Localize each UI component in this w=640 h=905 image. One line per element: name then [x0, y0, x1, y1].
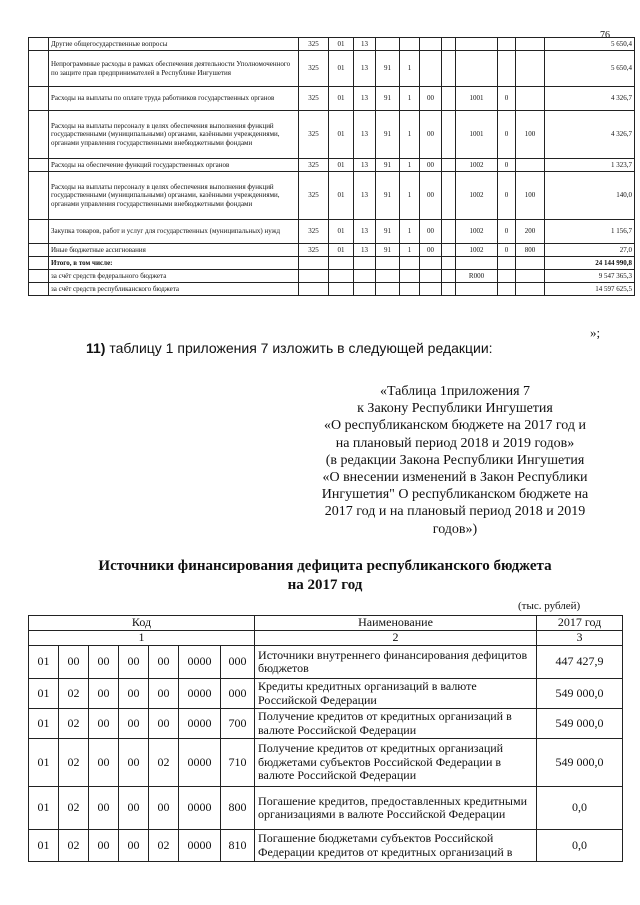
code-cell-vr — [516, 38, 545, 51]
source-name: Погашение бюджетами субъектов Российской Федерации кредитов от кредитных организаций в — [255, 830, 537, 862]
code-cell-pr — [354, 257, 376, 270]
paragraph-text: таблицу 1 приложения 7 изложить в следующей редакции: — [105, 340, 493, 356]
code-part: 00 — [119, 830, 149, 862]
page-number: 76 — [600, 30, 610, 41]
name-header: Наименование — [255, 616, 537, 631]
code-part: 00 — [89, 679, 119, 709]
source-name: Источники внутреннего финансирования дефицитов бюджетов — [255, 646, 537, 679]
source-row — [29, 646, 623, 679]
code-part: 00 — [119, 679, 149, 709]
code-part: 00 — [119, 646, 149, 679]
budget-row — [29, 111, 635, 159]
code-cell-c1 — [376, 283, 400, 296]
code-cell-c2: 1 — [400, 159, 420, 172]
code-part: 01 — [29, 679, 59, 709]
code-cell-c3 — [420, 257, 442, 270]
code-cell-pr: 13 — [354, 111, 376, 159]
code-cell-vr — [516, 270, 545, 283]
row-index-cell — [29, 244, 49, 257]
index-name: 2 — [255, 631, 537, 646]
code-part: 0000 — [179, 830, 221, 862]
caption-line: «О республиканском бюджете на 2017 год и — [324, 418, 586, 434]
code-cell-c6 — [498, 51, 516, 87]
code-part: 00 — [119, 739, 149, 787]
code-cell-c5: 1002 — [456, 159, 498, 172]
code-part: 01 — [29, 709, 59, 739]
caption-line: 2017 год и на плановый период 2018 и 2019 — [324, 504, 586, 520]
code-part: 00 — [89, 787, 119, 830]
source-amount: 549 000,0 — [537, 679, 623, 709]
code-cell-c6 — [498, 257, 516, 270]
code-cell-rz: 01 — [329, 159, 354, 172]
code-part: 0000 — [179, 739, 221, 787]
amount-cell: 5 650,4 — [545, 51, 635, 87]
source-amount: 447 427,9 — [537, 646, 623, 679]
budget-row — [29, 244, 635, 257]
expense-name: Расходы на выплаты по оплате труда работников государственных органов — [49, 87, 299, 111]
code-cell-gl: 325 — [299, 111, 329, 159]
code-part: 02 — [59, 679, 89, 709]
source-amount: 0,0 — [537, 787, 623, 830]
amount-cell: 140,0 — [545, 172, 635, 220]
row-index-cell — [29, 172, 49, 220]
code-part: 800 — [221, 787, 255, 830]
code-part: 00 — [149, 646, 179, 679]
code-part: 00 — [149, 679, 179, 709]
code-cell-c3 — [420, 38, 442, 51]
code-cell-pr — [354, 283, 376, 296]
code-cell-gl: 325 — [299, 159, 329, 172]
code-cell-c5 — [456, 51, 498, 87]
expense-name: Непрограммные расходы в рамках обеспечения деятельности Уполномоченного по защите прав предпринимателей в Республике Ингушетия — [49, 51, 299, 87]
code-cell-c4 — [442, 51, 456, 87]
code-part: 0000 — [179, 709, 221, 739]
source-name: Кредиты кредитных организаций в валюте Российской Федерации — [255, 679, 537, 709]
code-cell-pr: 13 — [354, 87, 376, 111]
code-part: 00 — [89, 830, 119, 862]
deficit-sources-table — [28, 615, 623, 862]
budget-expenditure-table — [28, 37, 635, 296]
code-part: 0000 — [179, 679, 221, 709]
unit-note: (тыс. рублей) — [518, 600, 581, 612]
expense-name: за счёт средств республиканского бюджета — [49, 283, 299, 296]
code-cell-c2: 1 — [400, 172, 420, 220]
index-year: 3 — [537, 631, 623, 646]
code-cell-rz: 01 — [329, 87, 354, 111]
code-part: 01 — [29, 739, 59, 787]
code-part: 00 — [119, 709, 149, 739]
amount-cell: 4 326,7 — [545, 87, 635, 111]
row-index-cell — [29, 220, 49, 244]
row-index-cell — [29, 159, 49, 172]
amount-cell: 1 323,7 — [545, 159, 635, 172]
code-cell-vr — [516, 283, 545, 296]
source-row — [29, 739, 623, 787]
code-cell-c1: 91 — [376, 51, 400, 87]
amount-cell: 5 650,4 — [545, 38, 635, 51]
code-cell-rz: 01 — [329, 38, 354, 51]
code-part: 02 — [149, 739, 179, 787]
code-part: 02 — [59, 787, 89, 830]
expense-name: Расходы на выплаты персоналу в целях обеспечения выполнения функций государственными (муниципальными) органами, казёнными учреждениями, органами управления государственными внебюджетными фондами — [49, 111, 299, 159]
amendment-paragraph — [86, 340, 493, 356]
code-cell-c6: 0 — [498, 159, 516, 172]
code-cell-c1: 91 — [376, 87, 400, 111]
code-cell-c3 — [420, 51, 442, 87]
code-cell-c4 — [442, 172, 456, 220]
code-cell-c5: 1001 — [456, 87, 498, 111]
heading-line-2: на 2017 год — [287, 577, 363, 593]
code-cell-gl: 325 — [299, 87, 329, 111]
code-cell-c5: 1002 — [456, 220, 498, 244]
caption-line: к Закону Республики Ингушетия — [357, 401, 553, 417]
code-cell-c4 — [442, 111, 456, 159]
code-cell-rz: 01 — [329, 51, 354, 87]
code-cell-c2: 1 — [400, 244, 420, 257]
code-cell-vr — [516, 87, 545, 111]
code-cell-c2: 1 — [400, 87, 420, 111]
caption-line: годов») — [432, 521, 478, 537]
code-cell-pr: 13 — [354, 244, 376, 257]
code-part: 02 — [59, 709, 89, 739]
code-cell-c4 — [442, 38, 456, 51]
code-cell-c3 — [420, 270, 442, 283]
source-row — [29, 679, 623, 709]
code-part: 00 — [149, 787, 179, 830]
code-cell-c5: R000 — [456, 270, 498, 283]
code-cell-c6: 0 — [498, 172, 516, 220]
code-cell-c1: 91 — [376, 172, 400, 220]
amount-cell: 1 156,7 — [545, 220, 635, 244]
code-cell-c2 — [400, 283, 420, 296]
code-part: 02 — [59, 739, 89, 787]
code-cell-gl — [299, 270, 329, 283]
closing-quote: »; — [590, 325, 601, 340]
year-header: 2017 год — [537, 616, 623, 631]
code-cell-gl — [299, 257, 329, 270]
paragraph-number: 11) — [86, 340, 106, 356]
code-cell-rz — [329, 283, 354, 296]
source-row — [29, 709, 623, 739]
row-index-cell — [29, 111, 49, 159]
budget-row — [29, 283, 635, 296]
budget-row — [29, 220, 635, 244]
code-cell-rz: 01 — [329, 172, 354, 220]
code-cell-c5 — [456, 257, 498, 270]
source-name: Получение кредитов от кредитных организаций бюджетами субъектов Российской Федерации в валюте Российской Федерации — [255, 739, 537, 787]
code-cell-gl — [299, 283, 329, 296]
code-cell-c1 — [376, 38, 400, 51]
code-part: 810 — [221, 830, 255, 862]
code-cell-c3: 00 — [420, 87, 442, 111]
code-cell-gl: 325 — [299, 51, 329, 87]
code-cell-c3: 00 — [420, 220, 442, 244]
code-cell-c6: 0 — [498, 87, 516, 111]
budget-row — [29, 270, 635, 283]
code-cell-c4 — [442, 283, 456, 296]
code-cell-rz — [329, 257, 354, 270]
code-cell-pr: 13 — [354, 51, 376, 87]
code-cell-rz: 01 — [329, 244, 354, 257]
expense-name: Закупка товаров, работ и услуг для государственных (муниципальных) нужд — [49, 220, 299, 244]
budget-row — [29, 51, 635, 87]
section-heading — [40, 557, 610, 595]
code-part: 710 — [221, 739, 255, 787]
code-part: 00 — [59, 646, 89, 679]
source-amount: 549 000,0 — [537, 739, 623, 787]
code-cell-c1 — [376, 257, 400, 270]
amount-cell: 27,0 — [545, 244, 635, 257]
code-cell-c3: 00 — [420, 111, 442, 159]
expense-name: Расходы на обеспечение функций государственных органов — [49, 159, 299, 172]
code-cell-c2: 1 — [400, 220, 420, 244]
code-cell-c6: 0 — [498, 244, 516, 257]
budget-row — [29, 257, 635, 270]
source-row — [29, 830, 623, 862]
code-cell-c6: 0 — [498, 220, 516, 244]
heading-line-1: Источники финансирования дефицита республиканского бюджета — [98, 558, 552, 574]
caption-line: (в редакции Закона Республики Ингушетия — [325, 452, 585, 468]
code-part: 0000 — [179, 787, 221, 830]
code-cell-c4 — [442, 270, 456, 283]
code-cell-c4 — [442, 87, 456, 111]
code-header: Код — [29, 616, 255, 631]
code-part: 00 — [89, 646, 119, 679]
code-part: 01 — [29, 787, 59, 830]
row-index-cell — [29, 270, 49, 283]
expense-name: за счёт средств федерального бюджета — [49, 270, 299, 283]
code-cell-c2 — [400, 270, 420, 283]
source-name: Погашение кредитов, предоставленных кредитными организациями в валюте Российской Федерации — [255, 787, 537, 830]
code-cell-c1: 91 — [376, 159, 400, 172]
code-cell-c6 — [498, 38, 516, 51]
code-cell-c5: 1001 — [456, 111, 498, 159]
amount-cell: 4 326,7 — [545, 111, 635, 159]
caption-line: Ингушетия" О республиканском бюджете на — [321, 487, 589, 503]
caption-line: «О внесении изменений в Закон Республики — [322, 470, 588, 486]
code-cell-c3: 00 — [420, 244, 442, 257]
row-index-cell — [29, 283, 49, 296]
code-cell-vr — [516, 51, 545, 87]
index-row — [29, 631, 623, 646]
code-cell-c1: 91 — [376, 111, 400, 159]
code-cell-c4 — [442, 244, 456, 257]
code-cell-c4 — [442, 257, 456, 270]
code-cell-c3: 00 — [420, 159, 442, 172]
amount-cell: 14 597 625,5 — [545, 283, 635, 296]
code-cell-c3 — [420, 283, 442, 296]
index-code: 1 — [29, 631, 255, 646]
budget-row — [29, 159, 635, 172]
expense-name: Иные бюджетные ассигнования — [49, 244, 299, 257]
caption-line: «Таблица 1приложения 7 — [379, 384, 531, 399]
code-cell-c6 — [498, 270, 516, 283]
code-cell-c6: 0 — [498, 111, 516, 159]
budget-row — [29, 38, 635, 51]
code-cell-rz — [329, 270, 354, 283]
code-cell-gl: 325 — [299, 172, 329, 220]
code-cell-c4 — [442, 159, 456, 172]
code-part: 01 — [29, 646, 59, 679]
code-cell-gl: 325 — [299, 244, 329, 257]
code-cell-c2: 1 — [400, 111, 420, 159]
code-cell-c2 — [400, 257, 420, 270]
code-cell-c1: 91 — [376, 220, 400, 244]
code-cell-rz: 01 — [329, 220, 354, 244]
caption-line: на плановый период 2018 и 2019 годов» — [335, 435, 575, 451]
expense-name: Расходы на выплаты персоналу в целях обеспечения выполнения функций государственными (муниципальными) органами, казёнными учреждениями, органами управления государственными внебюджетными фондами — [49, 172, 299, 220]
code-cell-c2 — [400, 38, 420, 51]
code-cell-vr: 800 — [516, 244, 545, 257]
amount-cell: 9 547 365,3 — [545, 270, 635, 283]
code-cell-c4 — [442, 220, 456, 244]
code-cell-c1: 91 — [376, 244, 400, 257]
code-cell-rz: 01 — [329, 111, 354, 159]
source-amount: 0,0 — [537, 830, 623, 862]
code-part: 000 — [221, 646, 255, 679]
code-part: 0000 — [179, 646, 221, 679]
code-part: 00 — [149, 709, 179, 739]
code-cell-gl: 325 — [299, 38, 329, 51]
code-cell-vr: 100 — [516, 111, 545, 159]
code-part: 02 — [59, 830, 89, 862]
code-cell-c6 — [498, 283, 516, 296]
code-part: 01 — [29, 830, 59, 862]
source-amount: 549 000,0 — [537, 709, 623, 739]
code-cell-pr: 13 — [354, 172, 376, 220]
code-cell-pr: 13 — [354, 159, 376, 172]
row-index-cell — [29, 51, 49, 87]
code-cell-vr: 100 — [516, 172, 545, 220]
code-cell-gl: 325 — [299, 220, 329, 244]
code-cell-c1 — [376, 270, 400, 283]
header-row — [29, 616, 623, 631]
code-cell-c2: 1 — [400, 51, 420, 87]
code-part: 02 — [149, 830, 179, 862]
code-cell-c5: 1002 — [456, 244, 498, 257]
code-cell-pr — [354, 270, 376, 283]
code-part: 00 — [89, 739, 119, 787]
code-cell-vr — [516, 257, 545, 270]
row-index-cell — [29, 257, 49, 270]
expense-name: Другие общегосударственные вопросы — [49, 38, 299, 51]
row-index-cell — [29, 87, 49, 111]
code-part: 00 — [119, 787, 149, 830]
code-part: 700 — [221, 709, 255, 739]
code-cell-c5 — [456, 38, 498, 51]
code-cell-vr: 200 — [516, 220, 545, 244]
table-caption — [300, 383, 610, 538]
code-cell-c3: 00 — [420, 172, 442, 220]
expense-name: Итого, в том числе: — [49, 257, 299, 270]
source-name: Получение кредитов от кредитных организаций в валюте Российской Федерации — [255, 709, 537, 739]
source-row — [29, 787, 623, 830]
code-cell-c5 — [456, 283, 498, 296]
code-part: 00 — [89, 709, 119, 739]
budget-row — [29, 172, 635, 220]
code-part: 000 — [221, 679, 255, 709]
code-cell-pr: 13 — [354, 38, 376, 51]
code-cell-vr — [516, 159, 545, 172]
code-cell-c5: 1002 — [456, 172, 498, 220]
row-index-cell — [29, 38, 49, 51]
budget-row — [29, 87, 635, 111]
amount-cell: 24 144 990,8 — [545, 257, 635, 270]
code-cell-pr: 13 — [354, 220, 376, 244]
